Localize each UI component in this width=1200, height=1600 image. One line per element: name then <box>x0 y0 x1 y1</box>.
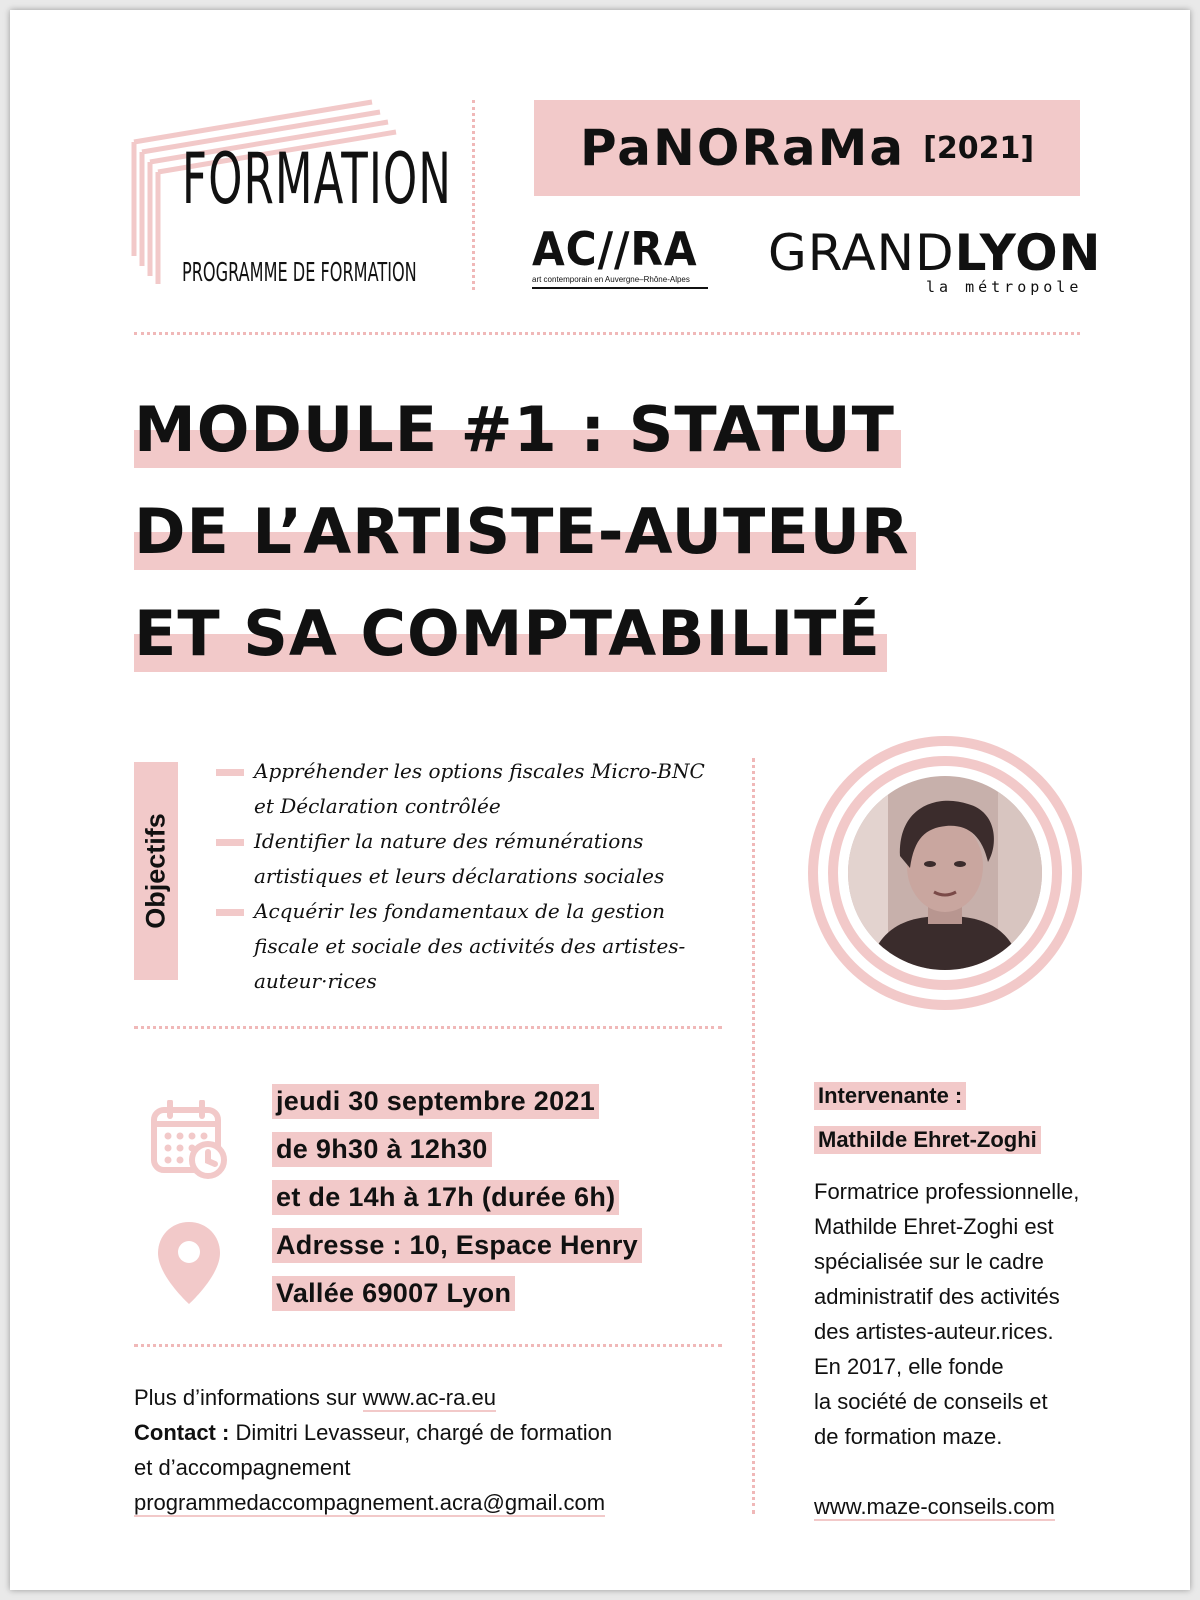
objectives-list <box>216 754 716 999</box>
event-address-line-2: Vallée 69007 Lyon <box>272 1276 515 1311</box>
bio-line: Formatrice professionnelle, <box>814 1179 1080 1204</box>
objective-item: Identifier la nature des rémunérations artistiques et leurs déclarations sociales <box>216 824 716 894</box>
more-info-prefix: Plus d’informations sur <box>134 1385 363 1410</box>
bio-line: administratif des activités <box>814 1284 1060 1309</box>
contact-text-2: et d’accompagnement <box>134 1455 351 1480</box>
formation-title: FORMATION <box>182 138 453 220</box>
panorama-year: [2021] <box>923 130 1035 166</box>
acra-subtitle: art contemporain en Auvergne–Rhône-Alpes <box>532 275 708 289</box>
speaker-photo <box>848 776 1042 970</box>
bio-line: de formation maze. <box>814 1424 1003 1449</box>
location-pin-icon <box>156 1220 222 1306</box>
title-line-2: DE L’ARTISTE-AUTEUR <box>134 494 916 570</box>
title-line-3: ET SA COMPTABILITÉ <box>134 596 887 672</box>
event-time-morning: de 9h30 à 12h30 <box>272 1132 492 1167</box>
speaker-label: Intervenante : <box>814 1082 966 1110</box>
contact-email-link[interactable]: programmedaccompagnement.acra@gmail.com <box>134 1490 606 1515</box>
poster-page <box>10 10 1190 1590</box>
header-divider <box>472 100 475 290</box>
bio-line: la société de conseils et <box>814 1389 1048 1414</box>
panorama-title: PaNORaMa <box>579 119 906 177</box>
formation-subtitle: PROGRAMME DE FORMATION <box>182 258 417 288</box>
objectives-label-tab <box>134 762 178 980</box>
event-time-afternoon: et de 14h à 17h (durée 6h) <box>272 1180 619 1215</box>
panorama-banner <box>534 100 1080 196</box>
info-separator <box>134 1344 722 1347</box>
objectives-label: Objectifs <box>140 813 171 929</box>
objectives-separator <box>134 1026 722 1029</box>
bio-line: Mathilde Ehret-Zoghi est <box>814 1214 1054 1239</box>
bio-line: spécialisée sur le cadre <box>814 1249 1044 1274</box>
grandlyon-bold: LYON <box>954 224 1102 282</box>
contact-label: Contact : <box>134 1420 230 1445</box>
contact-text: Dimitri Levasseur, chargé de formation <box>229 1420 613 1445</box>
grandlyon-logo <box>768 224 1101 282</box>
header-separator <box>134 332 1080 335</box>
bio-line: En 2017, elle fonde <box>814 1354 1004 1379</box>
calendar-icon <box>150 1100 230 1180</box>
speaker-name: Mathilde Ehret-Zoghi <box>814 1126 1041 1154</box>
bio-line: des artistes-auteur.rices. <box>814 1319 1054 1344</box>
event-date: jeudi 30 septembre 2021 <box>272 1084 599 1119</box>
speaker-website-link[interactable]: www.maze-conseils.com <box>814 1494 1055 1519</box>
acra-website-link[interactable]: www.ac-ra.eu <box>362 1385 496 1410</box>
grandlyon-light: GRAND <box>768 224 955 282</box>
event-address-line-1: Adresse : 10, Espace Henry <box>272 1228 642 1263</box>
acra-logo: AC//RA <box>532 222 698 276</box>
column-divider <box>752 758 755 1514</box>
speaker-bio <box>814 1174 1114 1524</box>
objective-item: Acquérir les fondamentaux de la gestion fiscale et sociale des activités des artistes-auteur·rices <box>216 894 716 999</box>
title-line-1: MODULE #1 : STATUT <box>134 392 901 468</box>
footer-contact <box>134 1380 612 1520</box>
grandlyon-subtitle: la métropole <box>926 278 1083 296</box>
objective-item: Appréhender les options fiscales Micro-BNC et Déclaration contrôlée <box>216 754 716 824</box>
